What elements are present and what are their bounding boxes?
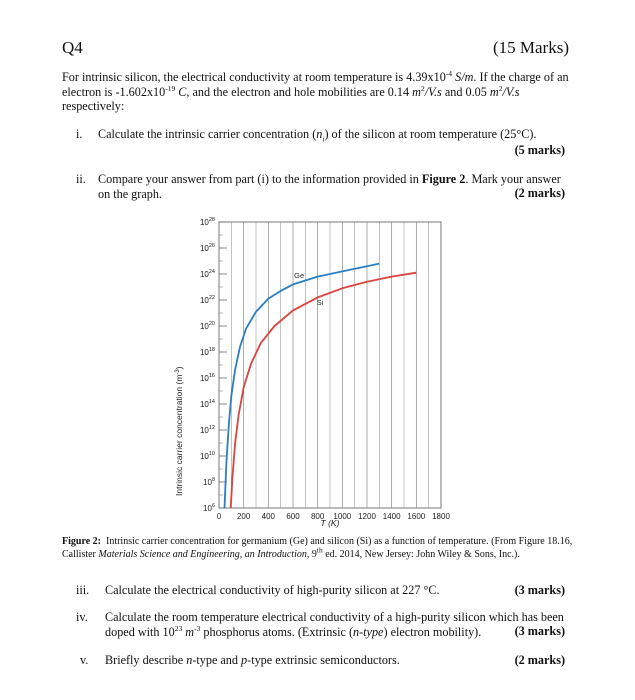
- part-iii-text: Calculate the electrical conductivity of high-purity silicon at 227 °C.: [105, 583, 440, 597]
- x-tick-label: 1000: [333, 512, 352, 521]
- y-tick-label: $10^8$: [203, 477, 215, 487]
- y-tick-label: $10^{28}$: [199, 217, 215, 227]
- series-annotation-ge: Ge: [294, 270, 305, 280]
- part-i-number: i.: [76, 127, 83, 141]
- y-tick-label: $10^{24}$: [199, 269, 215, 279]
- figure-caption: Figure 2: Intrinsic carrier concentration for germanium (Ge) and silicon (Si) as a function of temperature. (From Figure 18.16, Callister Materials Science and Engineering, an Introduction, 9th ed. 2014, New Jersey: John Wiley & Sons, Inc.).: [62, 536, 573, 560]
- x-tick-label: 1600: [407, 512, 426, 521]
- y-tick-label: $10^{12}$: [199, 425, 215, 435]
- part-ii-marks: (2 marks): [514, 186, 565, 200]
- part-iv-text: Calculate the room temperature electrical conductivity of a high-purity silicon which has been doped with $10^{23}$ $m^{-3}$ phosphorus atoms. (Extrinsic (n-type) electron mobility).: [105, 610, 564, 639]
- part-v-number: v.: [80, 653, 89, 667]
- y-tick-label: $10^6$: [203, 503, 215, 513]
- y-tick-label: $10^{20}$: [199, 321, 215, 331]
- y-axis-label: Intrinsic carrier concentration $(m^{-3})$: [174, 366, 184, 496]
- x-tick-label: 1400: [382, 512, 401, 521]
- x-axis-label: T (K): [320, 518, 340, 528]
- part-v-marks: (2 marks): [514, 653, 565, 667]
- part-i-text: Calculate the intrinsic carrier concentration $(n_i)$ of the silicon at room temperature (25°C).: [98, 127, 537, 144]
- y-tick-label: $10^{22}$: [199, 295, 215, 305]
- y-tick-label: $10^{18}$: [199, 347, 215, 357]
- x-tick-label: 400: [261, 512, 276, 521]
- x-tick-label: 1200: [358, 512, 376, 521]
- part-iii-number: iii.: [76, 583, 90, 597]
- series-annotation-si: Si: [316, 298, 324, 308]
- x-tick-label: 600: [286, 512, 300, 521]
- part-v-text: Briefly describe n-type and p-type extrinsic semiconductors.: [105, 653, 400, 667]
- x-tick-label: 0: [216, 512, 222, 521]
- y-tick-label: $10^{10}$: [199, 451, 215, 461]
- part-ii-number: ii.: [76, 172, 86, 186]
- question-number: Q4: [62, 38, 83, 57]
- y-tick-label: $10^{26}$: [199, 243, 215, 253]
- question-total-marks: (15 Marks): [492, 38, 569, 57]
- x-tick-label: 200: [236, 512, 251, 521]
- part-iv-marks: (3 marks): [514, 624, 565, 638]
- question-intro: For intrinsic silicon, the electrical conductivity at room temperature is $4.39x10^{-4}$ S/m. If the charge of an electron is $-1.602x10^{-19}$ C, and the electron and hole mobilities are 0.14 $m^2/V.s$ and 0.05 $m^2/V.s$ respectively:: [62, 68, 569, 113]
- carrier-concentration-chart: [170, 196, 470, 534]
- part-ii-text: Compare your answer from part (i) to the information provided in Figure 2. Mark your answer on the graph.: [98, 172, 561, 201]
- y-tick-label: $10^{16}$: [199, 373, 215, 383]
- part-iv-number: iv.: [76, 610, 88, 624]
- x-tick-label: 1800: [432, 512, 450, 521]
- part-i-marks: (5 marks): [514, 143, 565, 157]
- x-tick-label: 800: [310, 512, 325, 521]
- y-tick-label: $10^{14}$: [199, 399, 215, 409]
- part-iii-marks: (3 marks): [514, 583, 565, 597]
